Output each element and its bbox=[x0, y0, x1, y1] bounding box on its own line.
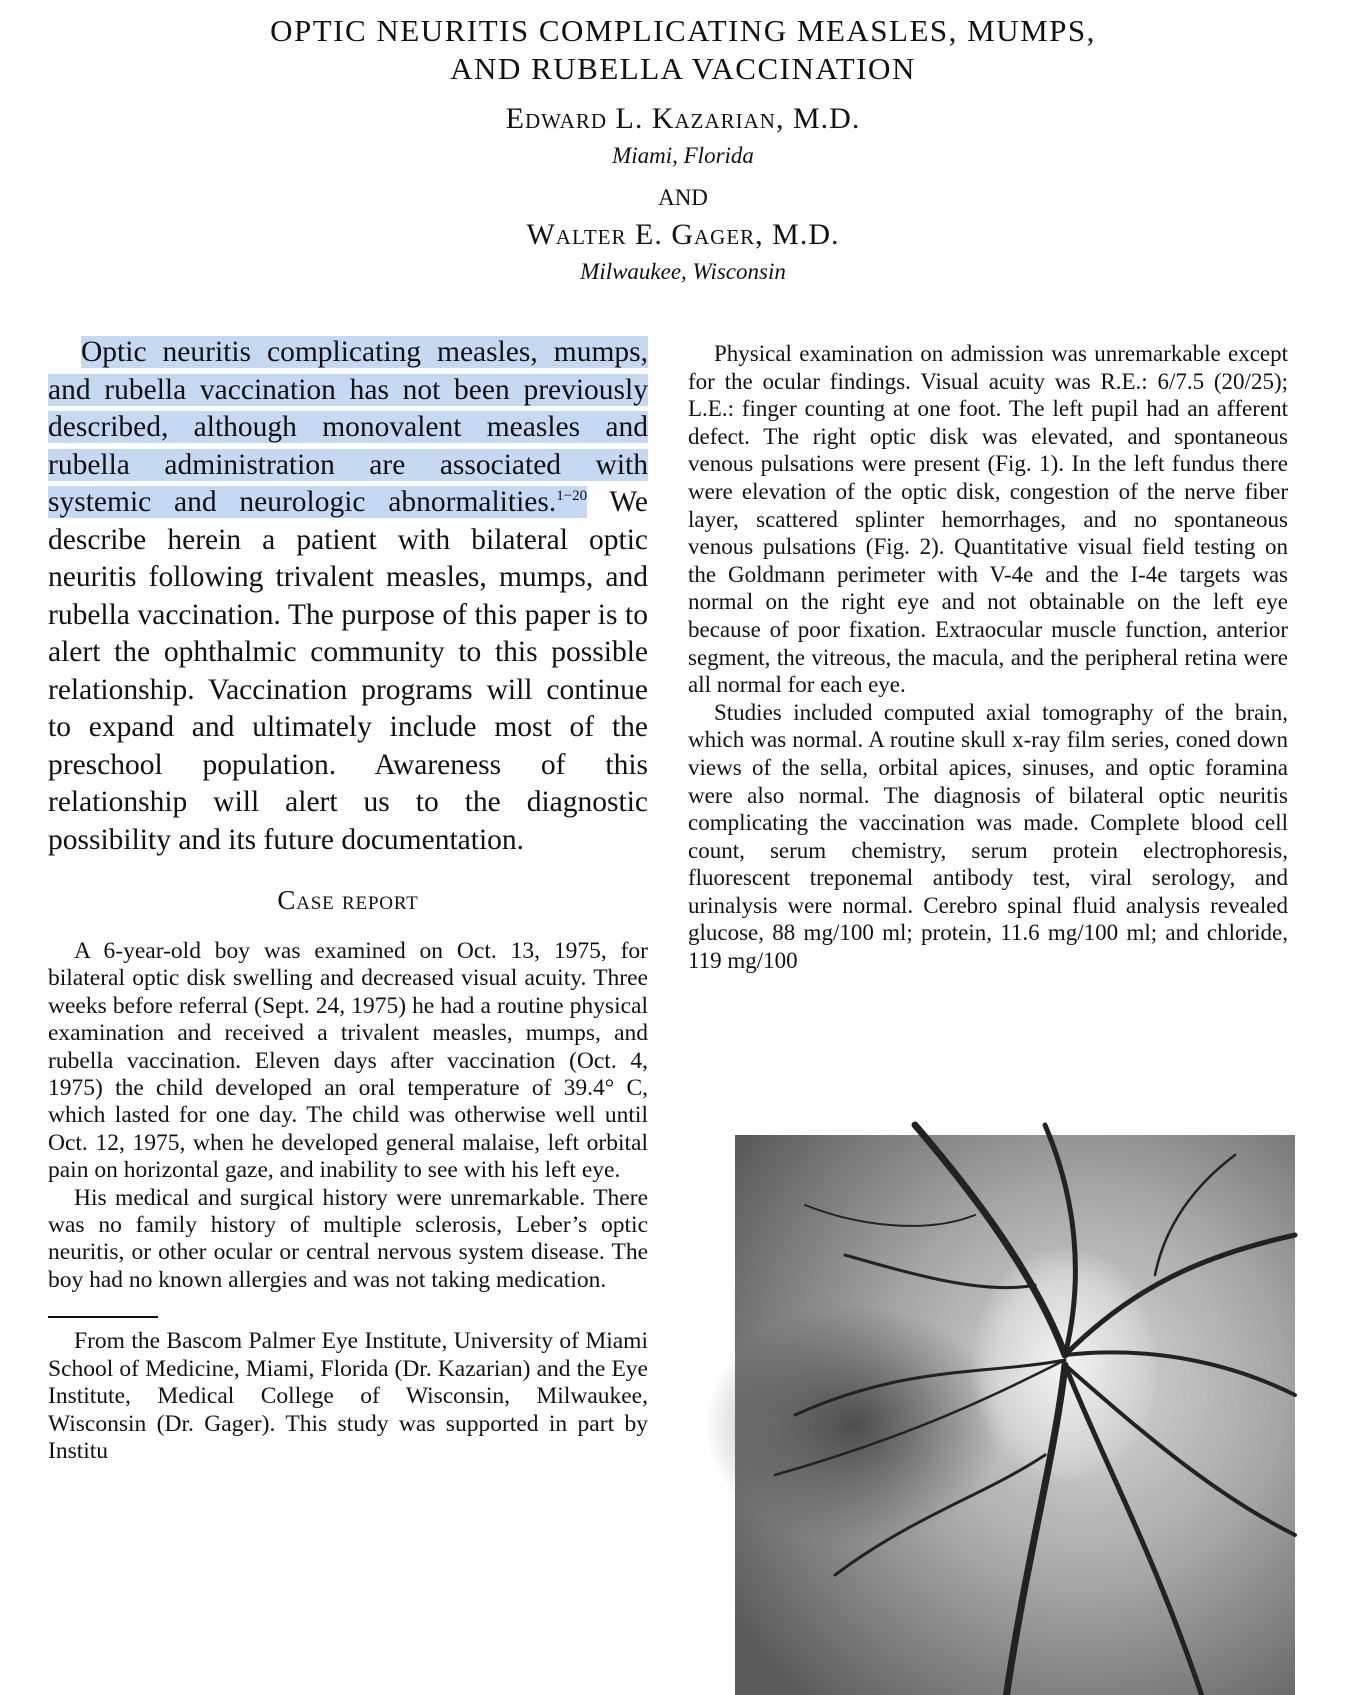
author-gager: Walter E. Gager, M.D. bbox=[526, 218, 840, 251]
article-header bbox=[0, 12, 1366, 286]
case-report-heading: Case report bbox=[277, 885, 419, 915]
title-line-2: AND RUBELLA VACCINATION bbox=[450, 51, 916, 86]
affiliation-miami: Miami, Florida bbox=[612, 143, 754, 168]
case-report-paragraph-1: A 6-year-old boy was examined on Oct. 13, 1975, for bilateral optic disk swelling and decreased visual acuity. Three weeks before referral (Sept. 24, 1975) he had a routine physical examination and received a trivalent measles, mumps, and rubella vaccination. Eleven days after vaccination (Oct. 4, 1975) the child developed an oral temperature of 39.4° C, which lasted for one day. The child was otherwise well until Oct. 12, 1975, when he developed general malaise, left orbital pain on horizontal gaze, and inability to see with his left eye. bbox=[48, 938, 648, 1184]
highlighted-selection[interactable] bbox=[48, 336, 648, 518]
lead-rest-text: We describe herein a patient with bilateral optic neuritis following trivalent measles, mumps, and rubella vaccination. The purpose of this paper is to alert the ophthalmic community to this possible relationship. Vaccination programs will continue to expand and ultimately include most of the preschool population. Awareness of this relationship will alert us to the diagnostic possibility and its future documentation. bbox=[48, 486, 648, 856]
affiliation-milwaukee: Milwaukee, Wisconsin bbox=[580, 259, 786, 284]
footnote-divider bbox=[48, 1316, 158, 1318]
footnote-affiliation: From the Bascom Palmer Eye Institute, University of Miami School of Medicine, Miami, Florida (Dr. Kazarian) and the Eye Institute, Medical College of Wisconsin, Milwaukee, Wisconsin (Dr. Gager). This study was supported in part by Institu bbox=[48, 1328, 648, 1464]
fundus-image bbox=[735, 1135, 1295, 1695]
case-report-paragraph-2: His medical and surgical history were unremarkable. There was no family history of multiple sclerosis, Leber’s optic neuritis, or other ocular or central nervous system disease. The boy had no known allergies and was not taking medication. bbox=[48, 1184, 648, 1293]
exam-paragraph: Physical examination on admission was unremarkable except for the ocular findings. Visual acuity was R.E.: 6/7.5 (20/25); L.E.: finger counting at one foot. The left pupil had an afferent defect. The right optic disk was elevated, and spontaneous venous pulsations were present (Fig. 1). In the left fundus there were elevation of the optic disk, congestion of the nerve fiber layer, scattered splinter hemorrhages, and no spontaneous venous pulsations (Fig. 2). Quantitative visual field testing on the Goldmann perimeter with V-4e and the I-4e targets was normal on the right eye and not obtainable on the left eye because of poor fixation. Extraocular muscle function, anterior segment, the vitreous, the macula, and the peripheral retina were all normal for each eye. bbox=[688, 341, 1288, 698]
author-kazarian: Edward L. Kazarian, M.D. bbox=[505, 102, 861, 135]
author-conjunction: AND bbox=[658, 185, 708, 210]
reference-superscript: 1−20 bbox=[556, 488, 588, 505]
lead-highlighted-text: Optic neuritis complicating measles, mumps, and rubella vaccination has not been previously described, although monovalent measles and rubella administration are associated with systemic and neurologic abnormalities. bbox=[48, 336, 648, 518]
article-title bbox=[0, 12, 1366, 88]
title-line-1: OPTIC NEURITIS COMPLICATING MEASLES, MUMPS, bbox=[270, 13, 1096, 48]
lead-paragraph bbox=[48, 334, 648, 859]
studies-paragraph: Studies included computed axial tomography of the brain, which was normal. A routine skull x-ray film series, coned down views of the sella, orbital apices, sinuses, and optic foramina were also normal. The diagnosis of bilateral optic neuritis complicating the vaccination was made. Complete blood cell count, serum chemistry, serum protein electrophoresis, fluorescent treponemal antibody test, viral serology, and urinalysis were normal. Cerebro spinal fluid analysis revealed glucose, 88 mg/100 ml; protein, 11.6 mg/100 ml; and chloride, 119 mg/100 bbox=[688, 699, 1288, 974]
right-column bbox=[688, 340, 1288, 975]
left-column bbox=[48, 334, 648, 1464]
fundus-photograph bbox=[735, 1135, 1295, 1695]
